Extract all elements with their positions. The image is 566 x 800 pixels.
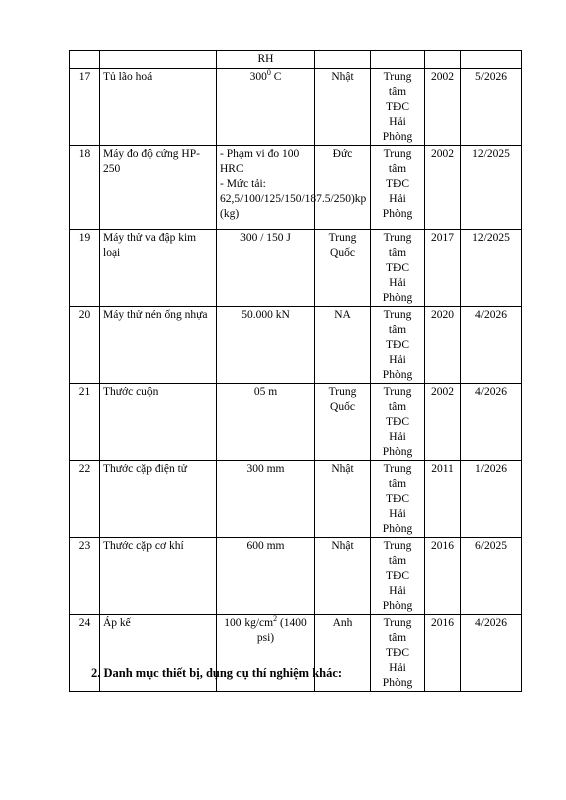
cell-expiry: 5/2026 [461, 69, 522, 146]
table-row [70, 307, 522, 384]
table-row [70, 69, 522, 146]
cell-spec: 50.000 kN [217, 307, 315, 384]
cell-spec: $300^0$ C [217, 69, 315, 146]
cell-name: Thước cặp cơ khí [100, 538, 217, 615]
cell-location: Trung tâm TĐC Hải Phòng [371, 307, 425, 384]
cell-name: Áp kế [100, 615, 217, 692]
cell-stt: 20 [70, 307, 100, 384]
equipment-table [69, 50, 522, 692]
cell-year: 2002 [425, 146, 461, 230]
cell-expiry [461, 51, 522, 69]
cell-stt: 19 [70, 230, 100, 307]
table-row [70, 230, 522, 307]
cell-year: 2016 [425, 538, 461, 615]
cell-location [371, 51, 425, 69]
cell-name: Thước cặp điện tử [100, 461, 217, 538]
cell-year: 2011 [425, 461, 461, 538]
cell-origin: Trung Quốc [315, 230, 371, 307]
cell-spec: RH [217, 51, 315, 69]
cell-name: Máy thử nén ống nhựa [100, 307, 217, 384]
cell-year: 2020 [425, 307, 461, 384]
cell-expiry: 4/2026 [461, 615, 522, 692]
section-heading: 2. Danh mục thiết bị, dụng cụ thí nghiệm khác: [91, 666, 343, 680]
cell-location: Trung tâm TĐC Hải Phòng [371, 146, 425, 230]
cell-spec: - Phạm vi đo 100 HRC - Mức tải: 62,5/100/125/150/187.5/250)kp (kg) [217, 146, 315, 230]
cell-origin: Nhật [315, 538, 371, 615]
cell-spec: 300 / 150 J [217, 230, 315, 307]
cell-name: Máy thử va đập kim loại [100, 230, 217, 307]
cell-origin: Anh [315, 615, 371, 692]
cell-year: 2017 [425, 230, 461, 307]
cell-origin: NA [315, 307, 371, 384]
cell-stt: 17 [70, 69, 100, 146]
cell-stt [70, 51, 100, 69]
cell-location: Trung tâm TĐC Hải Phòng [371, 384, 425, 461]
cell-name [100, 51, 217, 69]
cell-spec: 600 mm [217, 538, 315, 615]
cell-stt: 22 [70, 461, 100, 538]
table-row-continuation [70, 51, 522, 69]
cell-stt: 18 [70, 146, 100, 230]
cell-origin: Nhật [315, 69, 371, 146]
cell-year: 2016 [425, 615, 461, 692]
table-row [70, 461, 522, 538]
cell-expiry: 1/2026 [461, 461, 522, 538]
cell-stt: 21 [70, 384, 100, 461]
cell-name: Tủ lão hoá [100, 69, 217, 146]
cell-origin: Nhật [315, 461, 371, 538]
cell-stt: 23 [70, 538, 100, 615]
cell-location: Trung tâm TĐC Hải Phòng [371, 69, 425, 146]
cell-origin: Đức [315, 146, 371, 230]
cell-origin: Trung Quốc [315, 384, 371, 461]
cell-expiry: 12/2025 [461, 146, 522, 230]
cell-name: Máy đo độ cứng HP-250 [100, 146, 217, 230]
cell-name: Thước cuộn [100, 384, 217, 461]
cell-expiry: 4/2026 [461, 384, 522, 461]
cell-expiry: 6/2025 [461, 538, 522, 615]
cell-location: Trung tâm TĐC Hải Phòng [371, 230, 425, 307]
cell-year: 2002 [425, 69, 461, 146]
cell-year [425, 51, 461, 69]
table-row [70, 538, 522, 615]
cell-expiry: 4/2026 [461, 307, 522, 384]
table-row [70, 146, 522, 230]
cell-location: Trung tâm TĐC Hải Phòng [371, 615, 425, 692]
cell-spec: 300 mm [217, 461, 315, 538]
cell-year: 2002 [425, 384, 461, 461]
cell-location: Trung tâm TĐC Hải Phòng [371, 461, 425, 538]
cell-location: Trung tâm TĐC Hải Phòng [371, 538, 425, 615]
cell-spec: 100 $kg/cm^2$ (1400 psi) [217, 615, 315, 692]
cell-stt: 24 [70, 615, 100, 692]
cell-spec: 05 m [217, 384, 315, 461]
cell-expiry: 12/2025 [461, 230, 522, 307]
cell-origin [315, 51, 371, 69]
table-row [70, 384, 522, 461]
